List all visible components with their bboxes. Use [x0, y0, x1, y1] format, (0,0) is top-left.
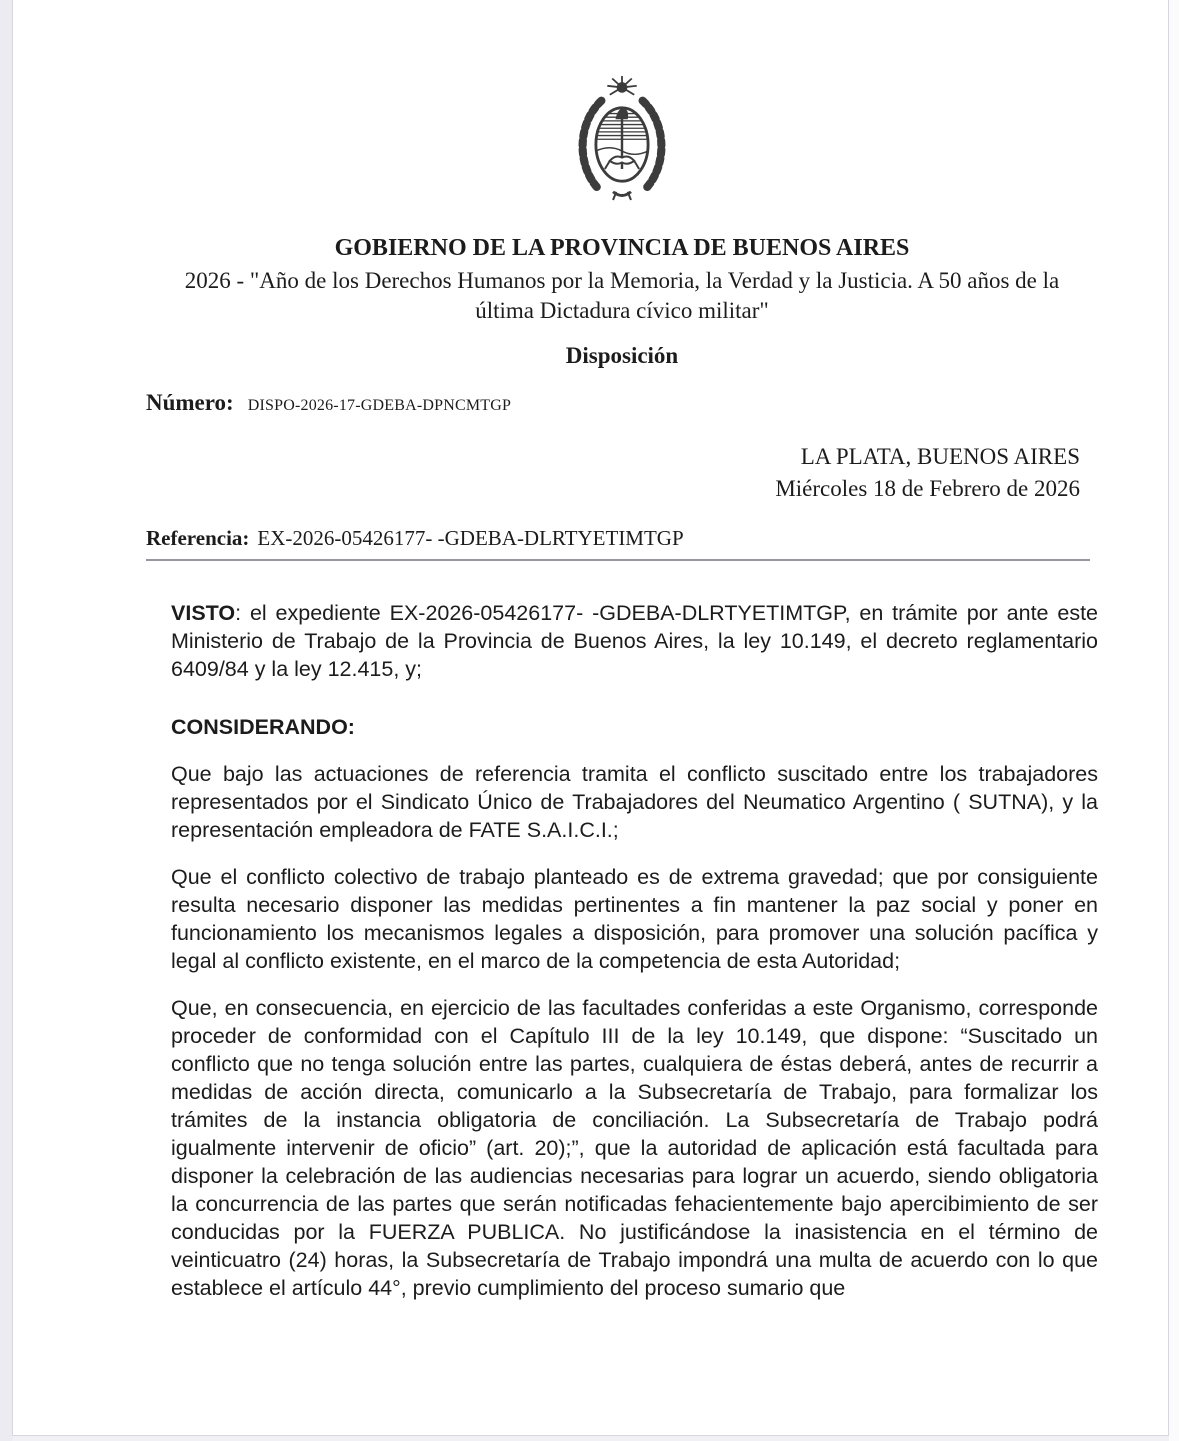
place-line: LA PLATA, BUENOS AIRES [800, 444, 1080, 469]
document-type-heading: Disposición [565, 343, 679, 368]
visto-paragraph [171, 599, 1098, 683]
document-page [12, 0, 1169, 1436]
government-title: GOBIERNO DE LA PROVINCIA DE BUENOS AIRES [334, 235, 910, 261]
place-date-block [146, 441, 1098, 505]
body-paragraph-1: Que bajo las actuaciones de referencia tramita el conflicto suscitado entre los trabajadores representados por el Sindicato Único de Trabajadores del Neumatico Argentino ( SUTNA), y la representación empleadora de FATE S.A.I.C.I.; [171, 762, 1098, 842]
body-paragraph-2: Que el conflicto colectivo de trabajo planteado es de extrema gravedad; que por consiguiente resulta necesario disponer las medidas pertinentes a fin mantener la paz social y poner en funcionamiento los mecanismos legales a disposición, para promover una solución pacífica y legal al conflicto existente, en el marco de la competencia de esta Autoridad; [171, 865, 1098, 973]
document-body [171, 599, 1098, 1302]
number-label: Número: [146, 390, 234, 415]
viewer-left-edge [0, 0, 12, 1441]
number-row [146, 388, 1098, 421]
number-value: DISPO-2026-17-GDEBA-DPNCMTGP [247, 397, 512, 414]
year-motto: 2026 - "Año de los Derechos Humanos por la Memoria, la Verdad y la Justicia. A 50 años de la última Dictadura cívico militar" [184, 268, 1060, 323]
visto-label: VISTO [171, 601, 236, 625]
reference-label: Referencia: [146, 526, 250, 550]
separator-rule [146, 559, 1090, 561]
coat-of-arms-icon [569, 72, 675, 204]
reference-row [146, 525, 1098, 551]
reference-value: EX-2026-05426177- -GDEBA-DLRTYETIMTGP [257, 526, 684, 550]
page-content [13, 72, 1168, 1302]
viewer-right-edge [1169, 0, 1179, 1441]
date-line: Miércoles 18 de Febrero de 2026 [775, 476, 1080, 501]
visto-text: : el expediente EX-2026-05426177- -GDEBA-DLRTYETIMTGP, en trámite por ante este Ministerio de Trabajo de la Provincia de Buenos Aires, la ley 10.149, el decreto reglamentario 6409/84 y la ley 12.415, y; [171, 601, 1098, 681]
considerando-heading: CONSIDERANDO: [171, 715, 355, 739]
body-paragraph-3: Que, en consecuencia, en ejercicio de las facultades conferidas a este Organismo, corresponde proceder de conformidad con el Capítulo III de la ley 10.149, que dispone: “Suscitado un conflicto que no tenga solución entre las partes, cualquiera de éstas deberá, antes de recurrir a medidas de acción directa, comunicarlo a la Subsecretaría de Trabajo, para formalizar los trámites de la instancia obligatoria de conciliación. La Subsecretaría de Trabajo podrá igualmente intervenir de oficio” (art. 20);”, que la autoridad de aplicación está facultada para disponer la celebración de las audiencias necesarias para lograr un acuerdo, siendo obligatoria la concurrencia de las partes que serán notificadas fehacientemente bajo apercibimiento de ser conducidas por la FUERZA PUBLICA. No justificándose la inasistencia en el término de veinticuatro (24) horas, la Subsecretaría de Trabajo impondrá una multa de acuerdo con lo que establece el artículo 44°, previo cumplimiento del proceso sumario que [171, 996, 1098, 1300]
